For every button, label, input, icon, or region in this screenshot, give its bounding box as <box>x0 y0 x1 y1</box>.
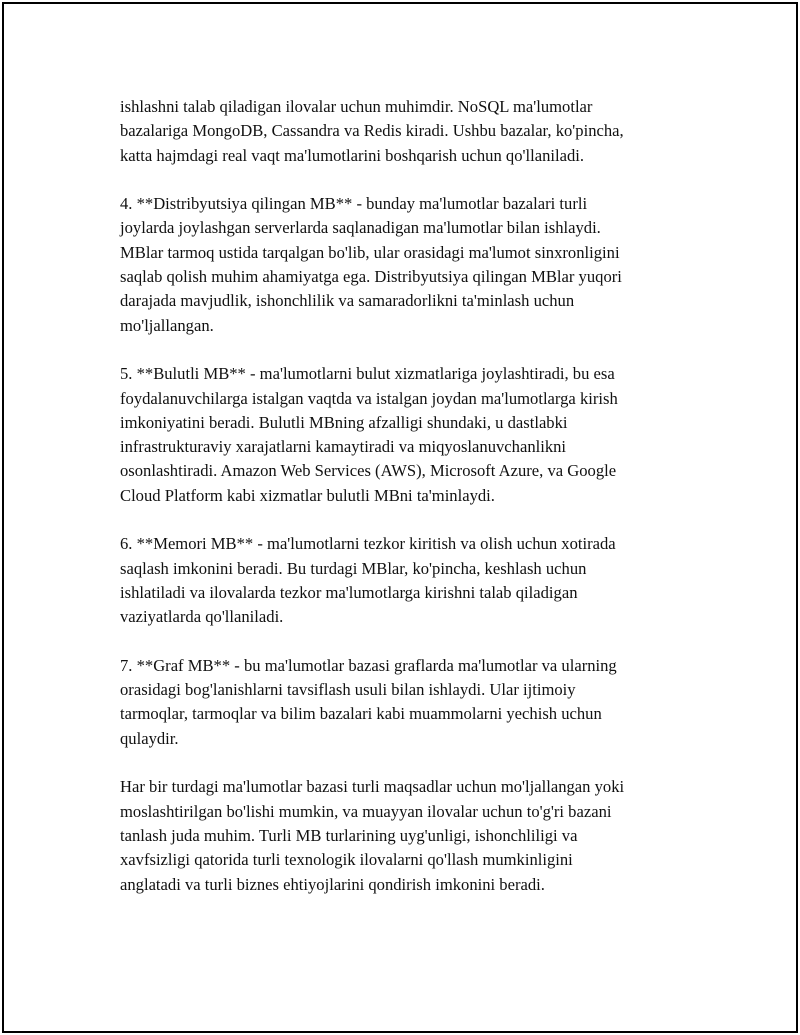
text-line: mo'ljallangan. <box>120 315 214 335</box>
text-line: 5. **Bulutli MB** - ma'lumotlarni bulut xizmatlariga joylashtiradi, bu esa <box>120 364 615 384</box>
text-line: katta hajmdagi real vaqt ma'lumotlarini boshqarish uchun qo'llaniladi. <box>120 145 585 165</box>
text-line: 6. **Memori MB** - ma'lumotlarni tezkor kiritish va olish uchun xotirada <box>120 534 616 554</box>
text-line: saqlash imkonini beradi. Bu turdagi MBlar, ko'pincha, keshlash uchun <box>120 558 587 578</box>
text-line: osonlashtiradi. Amazon Web Services (AWS), Microsoft Azure, va Google <box>120 461 617 481</box>
text-line: ishlatiladi va ilovalarda tezkor ma'lumotlarga kirishni talab qiladigan <box>120 582 578 602</box>
text-line: Cloud Platform kabi xizmatlar bulutli MBni ta'minlaydi. <box>120 485 495 505</box>
document-body <box>120 95 700 921</box>
text-line: Har bir turdagi ma'lumotlar bazasi turli maqsadlar uchun mo'ljallangan yoki <box>120 777 625 797</box>
text-line: foydalanuvchilarga istalgan vaqtda va istalgan joydan ma'lumotlarga kirish <box>120 388 618 408</box>
text-line: tanlash juda muhim. Turli MB turlarining uyg'unligi, ishonchliligi va <box>120 825 578 845</box>
text-line: moslashtirilgan bo'lishi mumkin, va muayyan ilovalar uchun to'g'ri bazani <box>120 801 612 821</box>
paragraph-distributed-db <box>120 192 700 338</box>
text-line: bazalariga MongoDB, Cassandra va Redis kiradi. Ushbu bazalar, ko'pincha, <box>120 121 624 141</box>
text-line: anglatadi va turli biznes ehtiyojlarini qondirish imkonini beradi. <box>120 874 545 894</box>
text-line: saqlab qolish muhim ahamiyatga ega. Distribyutsiya qilingan MBlar yuqori <box>120 267 622 287</box>
paragraph-conclusion <box>120 775 700 896</box>
paragraph-cloud-db <box>120 362 700 508</box>
text-line: darajada mavjudlik, ishonchlilik va samaradorlikni ta'minlash uchun <box>120 291 575 311</box>
text-line: infrastrukturaviy xarajatlarni kamaytiradi va miqyoslanuvchanlikni <box>120 437 567 457</box>
text-line: MBlar tarmoq ustida tarqalgan bo'lib, ular orasidagi ma'lumot sinxronligini <box>120 242 620 262</box>
text-line: qulaydir. <box>120 728 179 748</box>
document-page <box>2 2 798 1033</box>
text-line: imkoniyatini beradi. Bulutli MBning afzalligi shundaki, u dastlabki <box>120 412 568 432</box>
paragraph-graph-db <box>120 654 700 751</box>
text-line: tarmoqlar, tarmoqlar va bilim bazalari kabi muammolarni yechish uchun <box>120 704 602 724</box>
text-line: joylarda joylashgan serverlarda saqlanadigan ma'lumotlar bilan ishlaydi. <box>120 218 601 238</box>
paragraph-memory-db <box>120 532 700 629</box>
text-line: vaziyatlarda qo'llaniladi. <box>120 607 284 627</box>
text-line: orasidagi bog'lanishlarni tavsiflash usuli bilan ishlaydi. Ular ijtimoiy <box>120 680 576 700</box>
text-line: 4. **Distribyutsiya qilingan MB** - bunday ma'lumotlar bazalari turli <box>120 194 588 214</box>
paragraph-nosql-continuation <box>120 95 700 168</box>
text-line: ishlashni talab qiladigan ilovalar uchun muhimdir. NoSQL ma'lumotlar <box>120 97 593 116</box>
text-line: xavfsizligi qatorida turli texnologik ilovalarni qo'llash mumkinligini <box>120 850 573 870</box>
text-line: 7. **Graf MB** - bu ma'lumotlar bazasi graflarda ma'lumotlar va ularning <box>120 655 617 675</box>
